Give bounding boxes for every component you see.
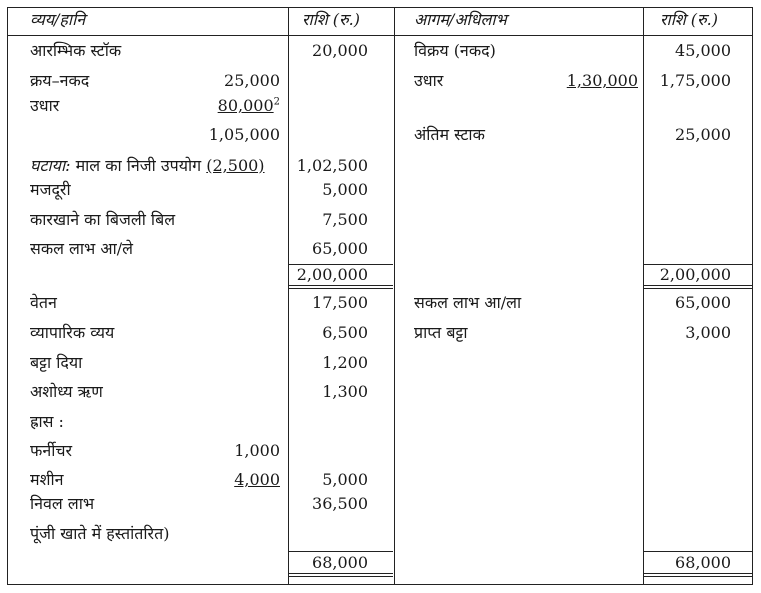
pl-debit-total: 68,000 (312, 553, 368, 572)
total-rule (289, 288, 393, 289)
bad-debts-amount: 1,300 (322, 382, 368, 401)
gross-profit-bd-amount: 65,000 (675, 293, 731, 312)
account-table (7, 7, 753, 585)
closing-stock-amount: 25,000 (675, 125, 731, 144)
total-rule (289, 285, 393, 286)
column-divider (643, 7, 644, 585)
sales-credit-label: उधार (414, 71, 444, 90)
opening-stock-amount: 20,000 (312, 41, 368, 60)
net-profit-label: निवल लाभ (30, 494, 95, 513)
purchase-cash-amount: 25,000 (224, 71, 280, 90)
less-label: घटाया: (30, 156, 71, 175)
sales-credit-amount: 1,30,000 (566, 71, 638, 90)
wages-label: मजदूरी (30, 180, 71, 199)
discount-received-label: प्राप्त बट्टा (414, 323, 468, 342)
gross-profit-cd-amount: 65,000 (312, 239, 368, 258)
drawings-label: माल का निजी उपयोग (75, 156, 202, 175)
less-drawings-row (30, 157, 265, 175)
income-column-header: आगम/अधिलाभ (414, 10, 507, 29)
total-rule (289, 573, 393, 574)
depreciation-label: ह्रास : (30, 412, 64, 431)
wages-amount: 5,000 (322, 180, 368, 199)
machine-amount: 4,000 (234, 470, 280, 489)
bad-debts-label: अशोध्य ऋण (30, 382, 103, 401)
transfer-label: पूंजी खाते में हस्तांतरित) (30, 524, 170, 543)
total-rule (644, 285, 752, 286)
total-rule (644, 551, 752, 552)
column-divider (288, 7, 289, 585)
gross-profit-bd-label: सकल लाभ आ/ला (414, 293, 522, 312)
header-rule (7, 35, 753, 36)
salary-label: वेतन (30, 293, 57, 312)
sales-total: 1,75,000 (659, 71, 731, 90)
purchase-credit-amount: 80,000$^2$ (217, 96, 280, 115)
electricity-amount: 7,500 (322, 210, 368, 229)
expense-column-header: व्यय/हानि (30, 10, 86, 29)
purchase-cash-label: क्रय–नकद (30, 71, 90, 90)
net-purchase-amount: 1,02,500 (296, 156, 368, 175)
total-rule (289, 551, 393, 552)
salary-amount: 17,500 (312, 293, 368, 312)
amount-column-header-left: राशि (रु.) (302, 10, 360, 29)
depreciation-total: 5,000 (322, 470, 368, 489)
furniture-amount: 1,000 (234, 441, 280, 460)
discount-allowed-amount: 1,200 (322, 353, 368, 372)
business-expense-label: व्यापारिक व्यय (30, 323, 115, 342)
electricity-label: कारखाने का बिजली बिल (30, 210, 176, 229)
discount-received-amount: 3,000 (685, 323, 731, 342)
trading-debit-total: 2,00,000 (296, 265, 368, 284)
net-profit-amount: 36,500 (312, 494, 368, 513)
discount-allowed-label: बट्टा दिया (30, 353, 83, 372)
footnote-marker: 2 (273, 96, 280, 108)
drawings-amount: (2,500) (206, 156, 265, 175)
business-expense-amount: 6,500 (322, 323, 368, 342)
total-rule (644, 573, 752, 574)
pl-credit-total: 68,000 (675, 553, 731, 572)
column-divider (394, 7, 395, 585)
furniture-label: फर्नीचर (30, 441, 73, 460)
machine-label: मशीन (30, 470, 64, 489)
amount-column-header-right: राशि (रु.) (660, 10, 718, 29)
gross-profit-cd-label: सकल लाभ आ/ले (30, 239, 133, 258)
sales-cash-amount: 45,000 (675, 41, 731, 60)
total-rule (644, 576, 752, 577)
trading-credit-total: 2,00,000 (659, 265, 731, 284)
purchase-total: 1,05,000 (208, 125, 280, 144)
closing-stock-label: अंतिम स्टाक (414, 125, 485, 144)
purchase-credit-label: उधार (30, 96, 60, 115)
total-rule (644, 288, 752, 289)
total-rule (289, 576, 393, 577)
sales-cash-label: विक्रय (नकद) (414, 41, 496, 60)
opening-stock-label: आरम्भिक स्टॉक (30, 41, 122, 60)
